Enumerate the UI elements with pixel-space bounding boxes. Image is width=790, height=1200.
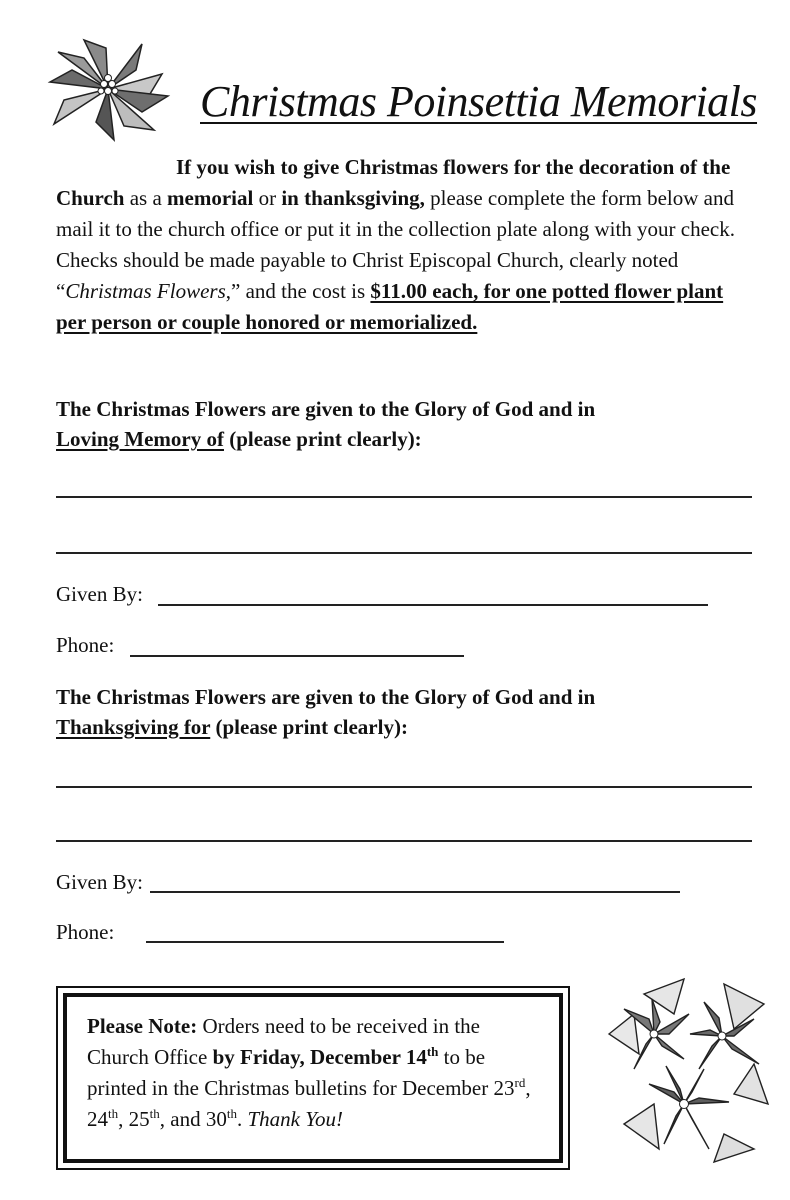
thanks-given-by-label: Given By: — [56, 870, 143, 894]
thanks-name-line-2[interactable] — [56, 840, 752, 842]
note-text: Please Note: Orders need to be received in the Church Office by Friday, December 14th to be printed in the Christmas bulletins for December 23rd, 24th, 25th, and 30th. Thank You! — [63, 993, 563, 1163]
note-box — [56, 986, 570, 1170]
memory-heading: The Christmas Flowers are given to the Glory of God and in Loving Memory of (please print clearly): — [56, 397, 596, 451]
memory-given-by-line[interactable] — [158, 604, 708, 606]
memory-phone-label: Phone: — [56, 633, 115, 657]
memory-name-line-2[interactable] — [56, 552, 752, 554]
memory-given-by-label: Given By: — [56, 582, 143, 606]
memory-phone-line[interactable] — [130, 655, 464, 657]
poinsettia-icon — [44, 34, 172, 144]
thanks-heading: The Christmas Flowers are given to the Glory of God and in Thanksgiving for (please print clearly): — [56, 685, 596, 739]
thanks-phone-label: Phone: — [56, 920, 115, 944]
page-title: Christmas Poinsettia Memorials — [200, 77, 758, 126]
memory-name-line-1[interactable] — [56, 496, 752, 498]
thanks-phone-line[interactable] — [146, 941, 504, 943]
intro-paragraph: If you wish to give Christmas flowers for the decoration of the Church as a memorial or in thanksgiving, please complete the form below and mail it to the church office or put it in the collection plate along with your check. Checks should be made payable to Christ Episcopal Church, clearly noted “Christmas Flowers,” and the cost is $11.00 each, for one potted flower plant per person or couple honored or memorialized. — [56, 155, 735, 334]
poinsettia-cluster-icon — [604, 974, 770, 1164]
thanks-given-by-line[interactable] — [150, 891, 680, 893]
thanks-name-line-1[interactable] — [56, 786, 752, 788]
